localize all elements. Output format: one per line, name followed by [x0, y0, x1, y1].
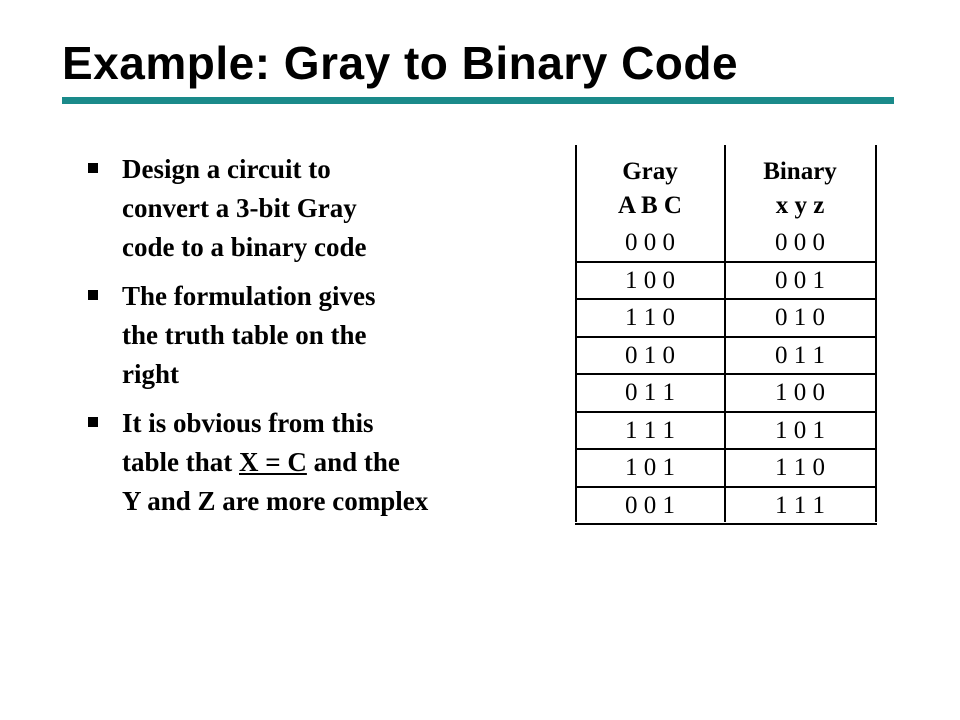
binary-code-cell: 0 1 0 — [775, 304, 825, 331]
gray-code-cell: 0 0 1 — [625, 491, 675, 519]
binary-code-cell: 0 0 1 — [775, 266, 825, 294]
bullet-line: right — [122, 359, 179, 389]
binary-code-cell: 0 1 1 — [775, 341, 825, 369]
slide-title: Example: Gray to Binary Code — [62, 37, 739, 89]
bullet-line: code to a binary code — [122, 232, 367, 262]
underlined-equation: X = C — [239, 447, 307, 477]
gray-code-cell: 0 1 1 — [625, 379, 675, 406]
bullet-item — [82, 277, 552, 394]
table-row-divider — [575, 486, 877, 488]
square-bullet-icon — [88, 290, 98, 300]
square-bullet-icon — [88, 417, 98, 427]
column-subheader: A B C — [618, 192, 682, 219]
table-border-right — [875, 145, 877, 522]
gray-code-cell: 1 1 1 — [625, 416, 675, 444]
bullet-text: table that — [122, 447, 239, 477]
binary-code-cell: 1 0 1 — [775, 416, 825, 444]
title-underline-rule — [62, 97, 894, 104]
bullet-item — [82, 150, 552, 267]
bullet-line: Y and Z are more complex — [122, 486, 429, 516]
bullet-item — [82, 404, 552, 521]
table-row-divider — [575, 298, 877, 300]
table-header-binary — [725, 155, 875, 223]
table-row-divider — [575, 336, 877, 338]
gray-code-cell: 1 0 1 — [625, 454, 675, 481]
gray-code-cell: 1 0 0 — [625, 266, 675, 294]
bullet-text: and the — [306, 447, 400, 477]
square-bullet-icon — [88, 163, 98, 173]
bullet-line: convert a 3-bit Gray — [122, 193, 357, 223]
bullet-list — [82, 150, 552, 521]
bullet-line: the truth table on the — [122, 320, 367, 350]
table-header-gray — [575, 155, 725, 223]
gray-code-cell: 0 1 0 — [625, 341, 675, 369]
bullet-line: The formulation gives — [122, 281, 376, 311]
table-row-divider — [575, 411, 877, 413]
binary-code-cell: 0 0 0 — [775, 229, 825, 256]
bullet-line: It is obvious from this — [122, 408, 374, 438]
bullet-line: Design a circuit to — [122, 154, 331, 184]
table-row-divider — [575, 373, 877, 375]
table-border-bottom — [575, 523, 877, 525]
table-row-divider — [575, 261, 877, 263]
binary-code-cell: 1 0 0 — [775, 379, 825, 406]
column-header: Gray — [622, 158, 678, 185]
truth-table — [575, 145, 877, 522]
table-row-divider — [575, 448, 877, 450]
binary-code-cell: 1 1 1 — [775, 491, 825, 519]
column-header: Binary — [763, 158, 837, 185]
gray-code-cell: 0 0 0 — [625, 229, 675, 256]
gray-code-cell: 1 1 0 — [625, 304, 675, 331]
bullet-line — [122, 443, 552, 482]
binary-code-cell: 1 1 0 — [775, 454, 825, 481]
column-subheader: x y z — [775, 192, 825, 219]
